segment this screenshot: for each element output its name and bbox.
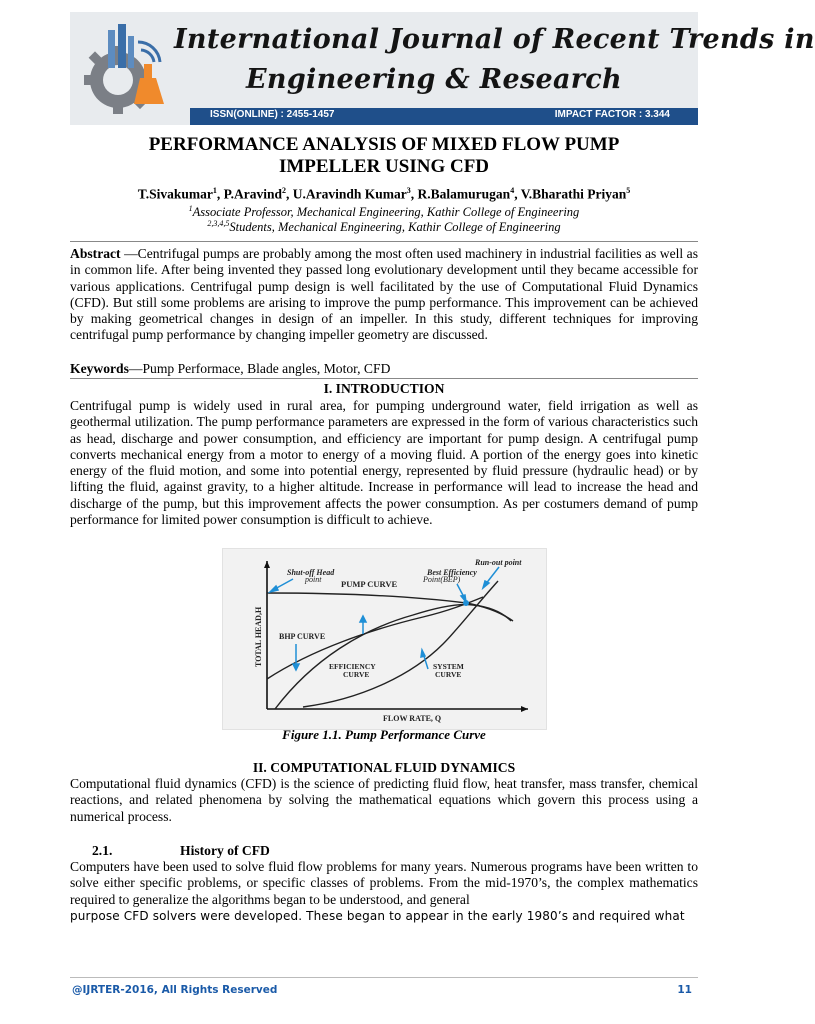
- impact-factor-text: IMPACT FACTOR : 3.344: [554, 109, 670, 120]
- affiliation-1-sup: 1: [188, 204, 193, 213]
- journal-name-line2: Engineering & Research: [246, 64, 622, 95]
- subsection-number: 2.1.: [92, 843, 113, 858]
- pump-curve-diagram: [223, 549, 546, 729]
- section-1-heading: I. INTRODUCTION: [323, 381, 445, 396]
- efficiency-label-1: EFFICIENCY: [329, 662, 376, 671]
- paper-title: [70, 134, 698, 178]
- journal-logo-icon: [78, 22, 170, 117]
- author-sup: 5: [626, 186, 631, 195]
- system-label-2: CURVE: [435, 670, 462, 679]
- affiliation-1: [70, 204, 698, 220]
- bep-label-1: Best Efficiency: [427, 568, 477, 577]
- issn-bar: [190, 108, 698, 125]
- subsection-text-tail: purpose CFD solvers were developed. These began to appear in the early 1980’s and required what: [70, 909, 685, 923]
- author-sep: ,: [410, 186, 418, 202]
- shut-off-label-2: point: [305, 575, 322, 584]
- affiliation-1-text: Associate Professor, Mechanical Engineering, Kathir College of Engineering: [192, 205, 580, 220]
- subsection-text: Computers have been used to solve fluid flow problems for many years. Numerous programs have been written to solve either specific problems, or specific classes of problems. From the mid-1970’s, the complex mathematics required to generalize the algorithms began to be understood, and general: [70, 859, 698, 907]
- affiliation-2-sup: 2,3,4,5: [207, 219, 230, 228]
- author-sep: ,: [216, 186, 224, 202]
- paper-title-line1: PERFORMANCE ANALYSIS OF MIXED FLOW PUMP: [148, 134, 620, 155]
- figure-caption: Figure 1.1. Pump Performance Curve: [282, 727, 486, 742]
- section-2-heading: II. COMPUTATIONAL FLUID DYNAMICS: [252, 760, 516, 775]
- pump-performance-figure: [222, 548, 547, 730]
- divider: [70, 378, 698, 379]
- footer-divider: [70, 977, 698, 978]
- author-list: [70, 186, 698, 203]
- affiliation-2-text: Students, Mechanical Engineering, Kathir College of Engineering: [229, 220, 561, 235]
- paper-title-line2: IMPELLER USING CFD: [278, 156, 490, 177]
- system-label-1: SYSTEM: [433, 662, 464, 671]
- author: U.Aravindh Kumar: [292, 186, 407, 202]
- abstract: [70, 246, 698, 344]
- keywords-label: Keywords: [70, 361, 129, 376]
- run-out-label: Run-out point: [475, 558, 522, 567]
- footer-copyright: @IJRTER-2016, All Rights Reserved: [72, 984, 278, 996]
- keywords: [70, 361, 698, 377]
- author-sup: 1: [212, 186, 217, 195]
- shut-off-label-1: Shut-off Head: [287, 568, 335, 577]
- journal-name-line1: International Journal of Recent Trends in: [174, 24, 815, 55]
- affiliation-2: [70, 219, 698, 235]
- journal-banner: [70, 12, 815, 125]
- author: V.Bharathi Priyan: [520, 186, 627, 202]
- pump-curve-label: PUMP CURVE: [341, 579, 398, 589]
- author-sup: 3: [406, 186, 411, 195]
- subsection-heading: [92, 843, 270, 859]
- x-axis-label: FLOW RATE, Q: [383, 714, 442, 723]
- section-2-text: Computational fluid dynamics (CFD) is the science of predicting fluid flow, heat transfer, mass transfer, chemical reactions, and related phenomena by solving the mathematical equations which govern this process using a numerical process.: [70, 776, 698, 824]
- author: P.Aravind: [223, 186, 283, 202]
- author-sep: ,: [514, 186, 521, 202]
- author-sup: 2: [282, 186, 287, 195]
- page-number: 11: [677, 984, 692, 996]
- section-1-text: Centrifugal pump is widely used in rural area, for pumping underground water, field irrigation as well as geothermal utilization. The pump performance parameters are expressed in the form of various characteristics such as head, discharge and power consumption, and efficiency are important for pump design. A centrifugal pump converts mechanical energy from a motor to energy of a moving fluid. A portion of the energy goes into kinetic energy of the fluid motion, and some into potential energy, represented by fluid pressure (hydraulic head) or by lifting the fluid, against gravity, to a higher altitude. Increase in performance will lead to increase the head and discharge of the pump, but this improvement affects the power consumption. As per costumers demand of pump performance for limited power consumption is difficult to achieve.: [70, 398, 698, 528]
- author-sep: ,: [286, 186, 293, 202]
- abstract-label: Abstract: [70, 246, 121, 261]
- abstract-text: —Centrifugal pumps are probably among the most often used machinery in industrial facilities as well as in common life. After being invented they passed long evolutionary development until they became accessible for various applications. Centrifugal pump design is well facilitated by the use of Computational Fluid Dynamics (CFD). But still some problems are arising to improve the pump performance. This improvement can be achieved by making geometrical changes in design of an impeller. In this study, different techniques for improving centrifugal pump performance by changing impeller geometry are discussed.: [70, 246, 698, 343]
- divider: [70, 241, 698, 242]
- keywords-text: —Pump Performace, Blade angles, Motor, CFD: [128, 361, 391, 376]
- author: T.Sivakumar: [137, 186, 213, 202]
- bhp-curve-label: BHP CURVE: [279, 632, 326, 641]
- issn-text: ISSN(ONLINE) : 2455-1457: [210, 109, 335, 120]
- journal-name: [174, 20, 815, 100]
- efficiency-label-2: CURVE: [343, 670, 370, 679]
- author-sup: 4: [510, 186, 515, 195]
- author: R.Balamurugan: [417, 186, 511, 202]
- y-axis-label: TOTAL HEAD,H: [254, 606, 263, 667]
- bep-label-2: Point(BEP): [423, 575, 461, 584]
- subsection-title: History of CFD: [180, 843, 270, 858]
